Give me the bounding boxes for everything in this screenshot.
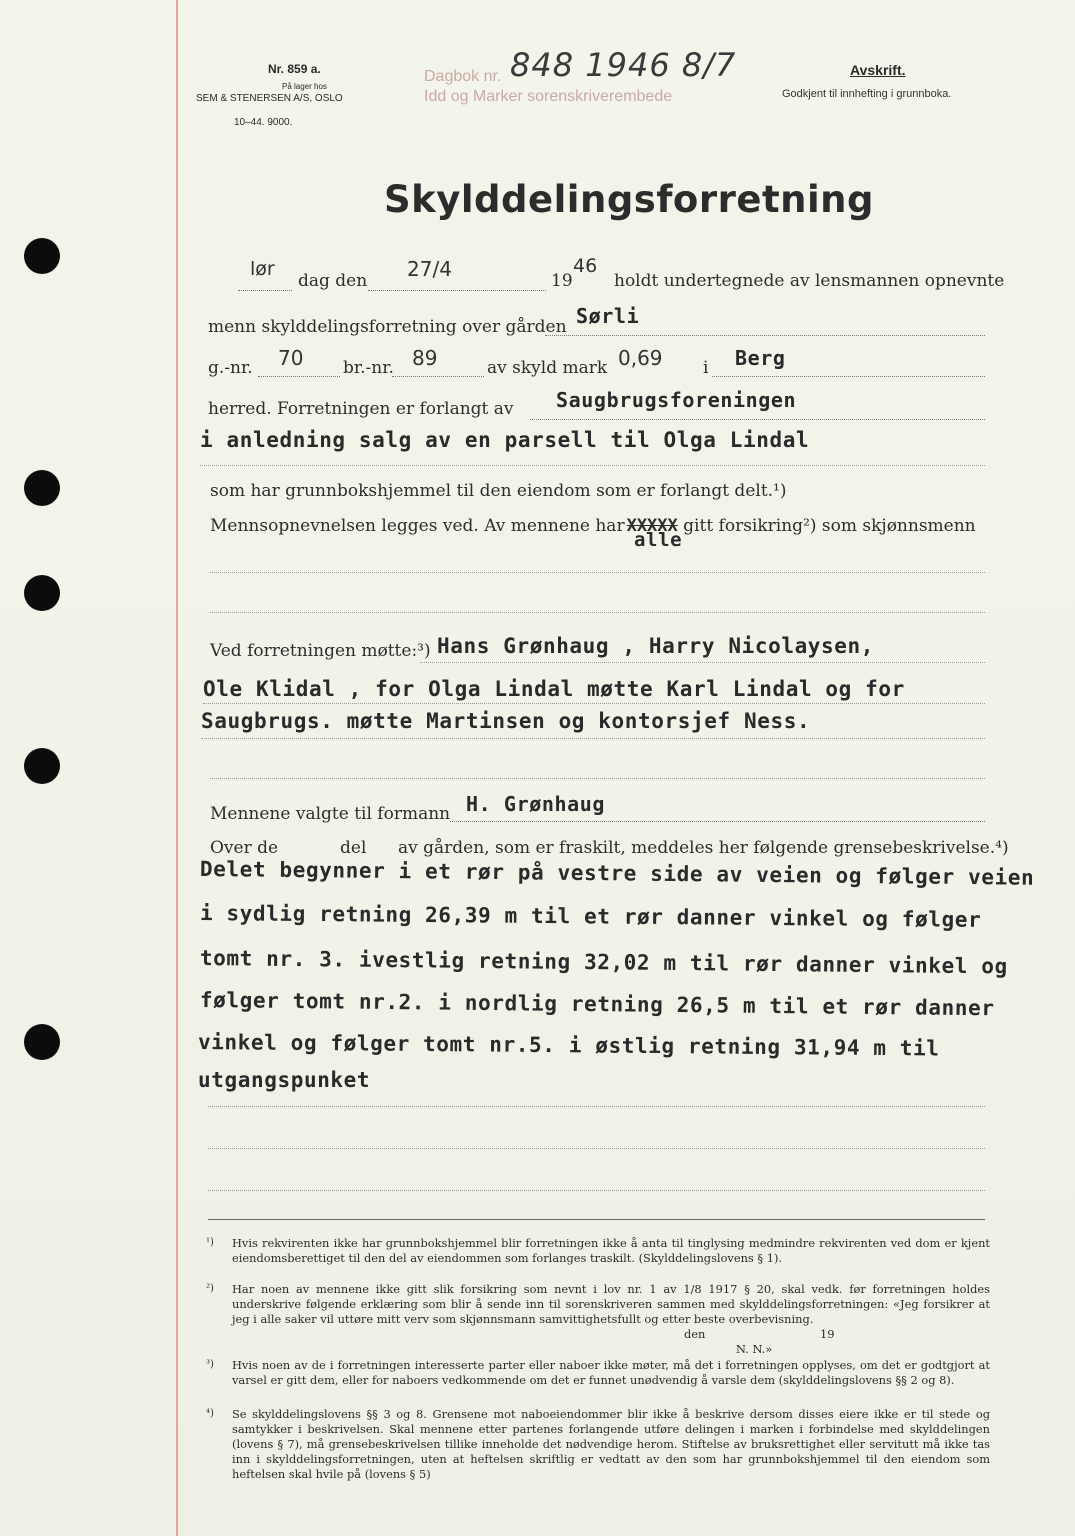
over-label: Over de — [210, 838, 279, 858]
fill-line — [210, 778, 985, 779]
footnote-3 — [206, 1358, 990, 1388]
boundary-line: tomt nr. 3. ivestlig retning 32,02 m til rør danner vinkel og — [199, 946, 1008, 979]
fill-line — [238, 290, 292, 291]
year-prefix: 19 — [551, 271, 573, 291]
appointment-text — [210, 516, 976, 536]
footnote-text: Hvis rekvirenten ikke har grunnbokshjemmel blir forretningen ikke å anta til tinglysing medmindre rekvirenten ved dom er kjent eiendomsberettiget til den del av eiendommen som forlanges traskilt. (Skylddelingslovens § 1). — [232, 1236, 990, 1265]
i-label: i — [703, 358, 709, 378]
fill-line — [203, 703, 985, 704]
skyld-label: av skyld mark — [487, 358, 608, 378]
footnote-den: den — [684, 1327, 706, 1341]
boundary-line: følger tomt nr.2. i nordlig retning 26,5 m til et rør danner — [199, 988, 995, 1021]
fill-line — [258, 376, 340, 377]
form-number: Nr. 859 a. — [268, 62, 321, 76]
fill-line — [201, 738, 985, 739]
chairman-label: Mennene valgte til formann — [210, 804, 451, 824]
document-title: Skylddelingsforretning — [384, 178, 874, 221]
row1-suffix: holdt undertegnede av lensmannen opnevnte — [614, 271, 1005, 291]
stamp-office: Idd og Marker sorenskriverembede — [424, 88, 673, 105]
farm-label: menn skylddelingsforretning over gården — [208, 317, 567, 337]
appointment-post: gitt forsikring²) som skjønnsmenn — [683, 516, 976, 536]
footnote-2 — [206, 1282, 990, 1358]
appointment-pre: Mennsopnevnelsen legges ved. Av mennene har — [210, 516, 625, 536]
fill-line — [712, 376, 985, 377]
farm-name: Sørli — [576, 304, 640, 328]
fill-line — [210, 572, 985, 573]
attendees-line2: Ole Klidal , for Olga Lindal møtte Karl Lindal og for — [203, 677, 905, 701]
copy-label: Avskrift. — [850, 62, 906, 78]
weekday-field: lør — [250, 258, 275, 280]
requester-label: herred. Forretningen er forlangt av — [208, 399, 514, 419]
boundary-line: utgangspunket — [198, 1068, 371, 1092]
journal-number-handwritten: 848 1946 8/7 — [510, 46, 737, 84]
fill-line — [392, 376, 484, 377]
gnr-label: g.-nr. — [208, 358, 253, 378]
footnote-mark: ¹) — [206, 1237, 214, 1248]
stamp-journal-label: Dagbok nr. — [424, 68, 502, 85]
place-name: Berg — [735, 346, 786, 370]
publisher-firm: SEM & STENERSEN A/S, OSLO — [196, 93, 343, 104]
purpose-text: i anledning salg av en parsell til Olga Lindal — [200, 428, 810, 452]
binder-hole — [24, 575, 60, 611]
inserted-word: alle — [634, 529, 683, 551]
fill-line — [208, 1106, 985, 1107]
boundary-intro: av gården, som er fraskilt, meddeles her følgende grensebeskrivelse.⁴) — [398, 838, 1009, 858]
bnr-label: br.-nr. — [343, 358, 394, 378]
boundary-line: i sydlig retning 26,39 m til et rør danner vinkel og følger — [199, 901, 982, 932]
boundary-line: Delet begynner i et rør på vestre side av veien og følger veien — [199, 857, 1035, 890]
approval-note: Godkjent til innhefting i grunnboka. — [782, 88, 952, 100]
print-run: 10–44. 9000. — [234, 117, 293, 128]
binder-hole — [24, 748, 60, 784]
footnote-1 — [206, 1236, 990, 1266]
attendees-line3: Saugbrugs. møtte Martinsen og kontorsjef Ness. — [201, 709, 811, 733]
fill-line — [368, 290, 546, 291]
footnote-text: Se skylddelingslovens §§ 3 og 8. Grensene mot naboeiendommer blir ikke å beskrive dersom disses eiere ikke er til stede og samtykker i beskrivelsen. Skal mennene etter partenes forlangende utføre delingen i marken i forbindelse med skylddelingen (lovens § 7), må grensebeskrivelsen tillike inneholde det nødvendige herom. Stiftelse av bruksrettighet eller servitutt må ikke tas inn i skylddelingsforretningen, uten at heftelsen skriftlig er vedtatt av den som har grunnbokshjemmel til den eiendom som heftelsen skal hvile på (lovens § 5) — [232, 1407, 990, 1481]
sold-at: På lager hos — [282, 82, 327, 91]
fill-line — [450, 821, 985, 822]
fill-line — [545, 335, 985, 336]
footnote-mark: ²) — [206, 1283, 214, 1294]
requester-name: Saugbrugsforeningen — [556, 388, 797, 412]
binder-hole — [24, 238, 60, 274]
day-label: dag den — [298, 271, 368, 291]
boundary-line: vinkel og følger tomt nr.5. i østlig retning 31,94 m til — [197, 1030, 940, 1061]
footnote-text: Har noen av mennene ikke gitt slik forsikring som nevnt i lov nr. 1 av 1/8 1917 § 20, skal vedk. før forretningen holdes underskrive følgende erklæring som blir å sende inn til sorenskriveren sammen med skylddelingsforretningen: «Jeg forsikrer at jeg i alle saker vil uttøre mitt verv som skjønnsmann samvittighetsfullt og etter beste overbevisning. — [232, 1282, 990, 1326]
fill-line — [420, 662, 985, 663]
struck-text: XXXXX — [626, 516, 678, 536]
gnr-value: 70 — [278, 346, 304, 370]
fill-line — [208, 1148, 985, 1149]
fill-line — [200, 465, 985, 466]
year-field: 46 — [573, 255, 598, 277]
attendees-label: Ved forretningen møtte:³) — [210, 641, 431, 661]
skyld-value: 0,69 — [618, 346, 663, 370]
title-holder-text: som har grunnbokshjemmel til den eiendom som er forlangt delt.¹) — [210, 481, 787, 501]
footnote-divider — [208, 1219, 985, 1220]
footnote-mark: ³) — [206, 1359, 214, 1370]
fill-line — [208, 1190, 985, 1191]
footnote-text: Hvis noen av de i forretningen interesserte parter eller naboer ikke møter, må det i forretningen opplyses, om det er godtgjort at varsel er gitt dem, eller for naboers vedkommende om det er funnet unødvendig å varsle dem (skylddelingslovens §§ 2 og 8). — [232, 1358, 990, 1387]
footnote-mark: ⁴) — [206, 1408, 214, 1419]
footnote-4 — [206, 1407, 990, 1482]
footnote-year: 19 — [820, 1327, 835, 1341]
margin-line — [176, 0, 178, 1536]
attendees-line1: Hans Grønhaug , Harry Nicolaysen, — [437, 634, 875, 658]
date-field: 27/4 — [407, 257, 452, 281]
fill-line — [530, 419, 985, 420]
binder-hole — [24, 1024, 60, 1060]
footnote-signature: N. N.» — [736, 1342, 773, 1356]
binder-hole — [24, 470, 60, 506]
bnr-value: 89 — [412, 346, 438, 370]
chairman-name: H. Grønhaug — [466, 792, 606, 816]
fill-line — [210, 612, 985, 613]
del-label: del — [340, 838, 367, 858]
